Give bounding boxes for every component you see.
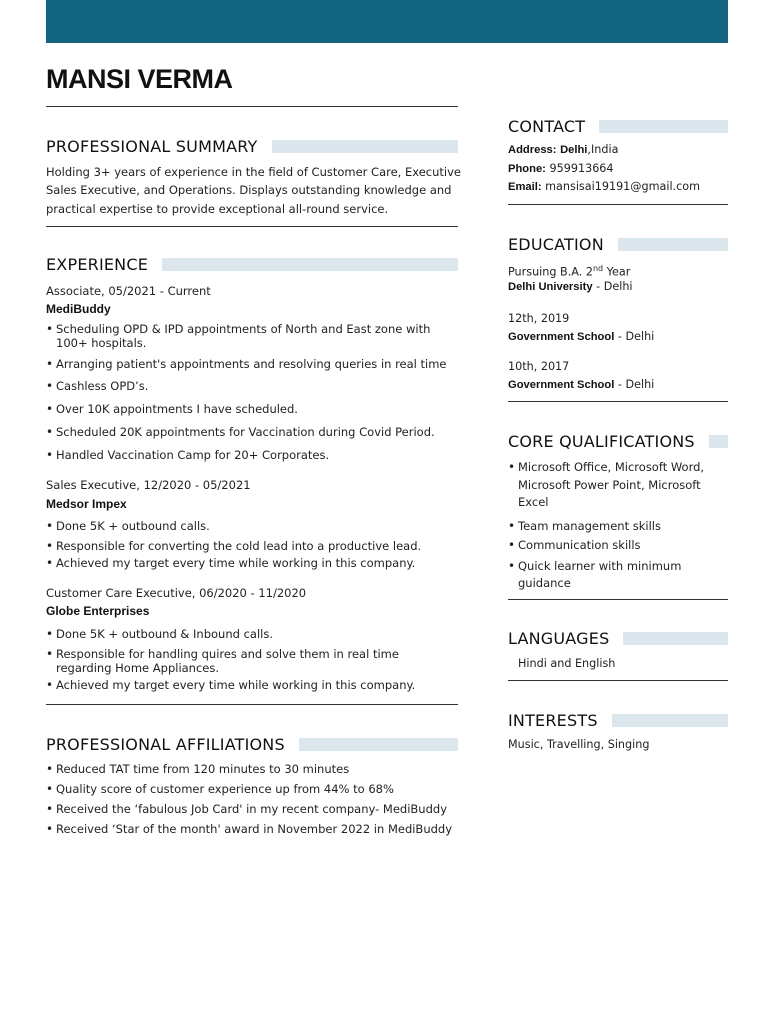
education-school: Government School - Delhi <box>508 378 655 391</box>
divider <box>46 106 458 107</box>
list-item: • Responsible for handling quires and solve them in real time regarding Home Appliances. <box>46 647 401 675</box>
list-item: • Scheduling OPD & IPD appointments of North and East zone with 100+ hospitals. <box>46 322 441 350</box>
education-school: Delhi University - Delhi <box>508 280 633 293</box>
list-item: • Cashless OPD’s. <box>46 379 456 393</box>
summary-line: Holding 3+ years of experience in the field of Customer Care, Executive <box>46 165 461 179</box>
list-item: • Handled Vaccination Camp for 20+ Corporates. <box>46 448 456 462</box>
list-item: • Scheduled 20K appointments for Vaccination during Covid Period. <box>46 425 456 439</box>
education-title: EDUCATION <box>508 235 728 254</box>
title-decoration <box>618 238 728 251</box>
list-item: • Over 10K appointments I have scheduled. <box>46 402 456 416</box>
summary-line: Sales Executive, and Operations. Displays outstanding knowledge and <box>46 183 452 197</box>
job-company: Medsor Impex <box>46 497 127 511</box>
affiliations-list <box>46 762 456 836</box>
divider <box>508 204 728 205</box>
title-decoration <box>612 714 728 727</box>
interests-title: INTERESTS <box>508 711 728 730</box>
divider <box>508 680 728 681</box>
list-item: • Received ‘Star of the month' award in November 2022 in MediBuddy <box>46 822 456 836</box>
languages-text: Hindi and English <box>518 657 616 670</box>
list-item: • Quality score of customer experience up from 44% to 68% <box>46 782 456 796</box>
title-decoration <box>299 738 458 751</box>
list-item: • Quick learner with minimum guidance <box>508 558 723 593</box>
job-role: Associate, 05/2021 - Current <box>46 284 211 298</box>
divider <box>508 599 728 600</box>
job-role: Sales Executive, 12/2020 - 05/2021 <box>46 478 251 492</box>
list-item: • Arranging patient's appointments and resolving queries in real time <box>46 357 456 371</box>
divider <box>46 704 458 705</box>
candidate-name: MANSI VERMA <box>46 64 233 94</box>
summary-title: PROFESSIONAL SUMMARY <box>46 137 458 156</box>
title-decoration <box>623 632 728 645</box>
experience-title: EXPERIENCE <box>46 255 458 274</box>
title-decoration <box>162 258 458 271</box>
list-item: • Done 5K + outbound & Inbound calls. <box>46 627 456 641</box>
list-item: • Received the ‘fabulous Job Card' in my recent company- MediBuddy <box>46 802 456 816</box>
list-item: • Microsoft Office, Microsoft Word, Microsoft Power Point, Microsoft Excel <box>508 459 723 512</box>
job-bullets <box>46 627 456 692</box>
title-decoration <box>272 140 459 153</box>
education-10th: 10th, 2017 <box>508 360 570 373</box>
list-item: • Achieved my target every time while working in this company. <box>46 556 456 570</box>
header-bar <box>46 0 728 43</box>
job-bullets <box>46 322 456 462</box>
divider <box>46 226 458 227</box>
education-degree: Pursuing B.A. 2nd Year <box>508 264 631 279</box>
contact-phone: Phone: 959913664 <box>508 162 614 175</box>
list-item: • Reduced TAT time from 120 minutes to 30 minutes <box>46 762 456 776</box>
summary-line: practical expertise to provide exceptional all-round service. <box>46 202 389 216</box>
job-company: Globe Enterprises <box>46 604 150 618</box>
education-school: Government School - Delhi <box>508 330 655 343</box>
education-12th: 12th, 2019 <box>508 312 570 325</box>
interests-text: Music, Travelling, Singing <box>508 738 650 751</box>
job-bullets <box>46 519 456 570</box>
contact-email: Email: mansisai19191@gmail.com <box>508 180 701 193</box>
list-item: • Team management skills <box>508 518 723 536</box>
job-role: Customer Care Executive, 06/2020 - 11/2020 <box>46 586 307 600</box>
list-item: • Done 5K + outbound calls. <box>46 519 456 533</box>
title-decoration <box>709 435 728 448</box>
list-item: • Responsible for converting the cold lead into a productive lead. <box>46 539 456 553</box>
languages-title: LANGUAGES <box>508 629 728 648</box>
core-qualifications-title: CORE QUALIFICATIONS <box>508 432 728 451</box>
core-qualifications-list <box>508 459 723 593</box>
list-item: • Achieved my target every time while working in this company. <box>46 678 456 692</box>
job-company: MediBuddy <box>46 302 111 316</box>
title-decoration <box>599 120 728 133</box>
list-item: • Communication skills <box>508 537 723 555</box>
contact-address: Address: Delhi,India <box>508 143 619 156</box>
contact-title: CONTACT <box>508 117 728 136</box>
affiliations-title: PROFESSIONAL AFFILIATIONS <box>46 735 458 754</box>
divider <box>508 401 728 402</box>
